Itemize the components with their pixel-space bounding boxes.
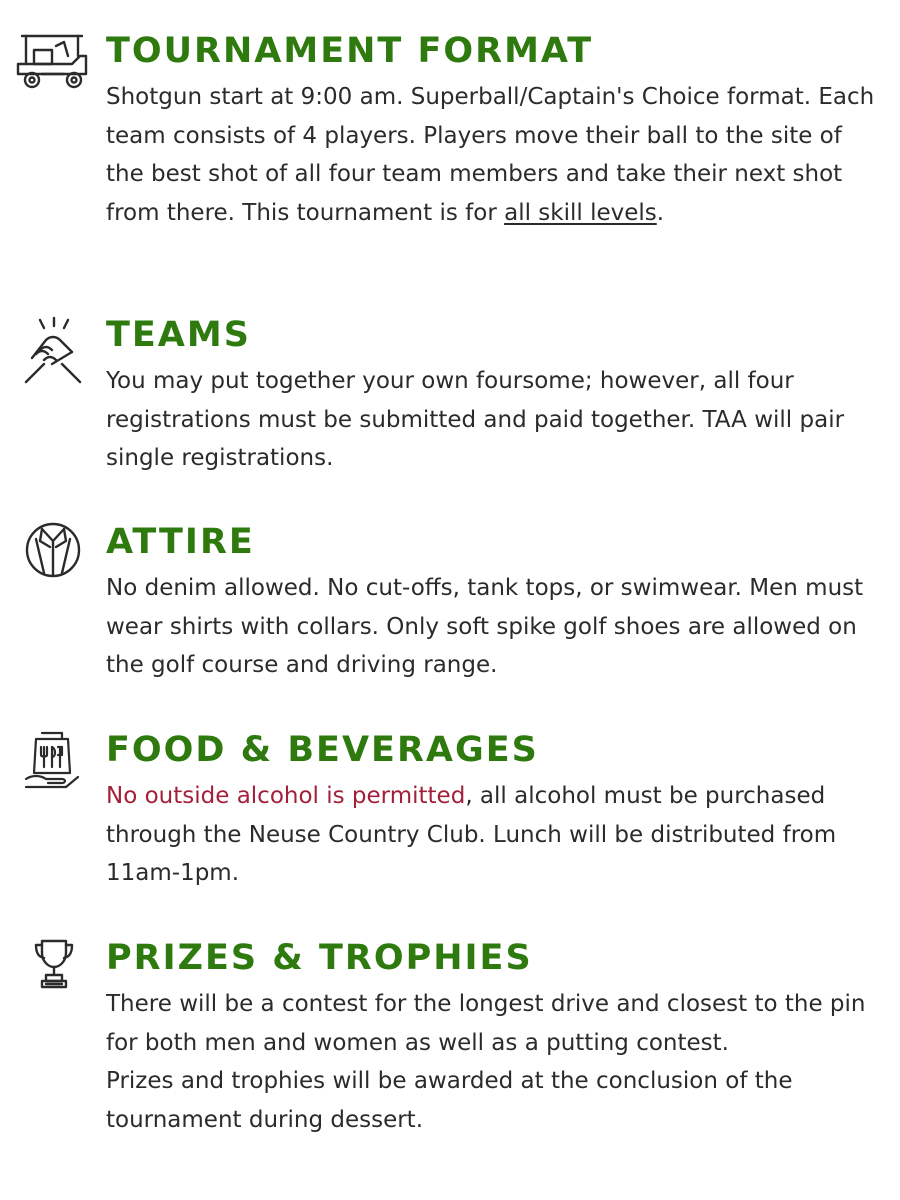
section-body (106, 362, 886, 478)
alcohol-warning: No outside alcohol is permitted (106, 783, 466, 809)
section-heading: ATTIRE (106, 522, 255, 562)
section-body (106, 78, 886, 232)
golf-cart-icon (12, 30, 94, 96)
section-heading: FOOD & BEVERAGES (106, 730, 539, 770)
collared-shirt-icon (24, 521, 82, 579)
section-paragraph: Prizes and trophies will be awarded at the conclusion of the tournament during dessert. (106, 1068, 793, 1133)
section-body (106, 569, 886, 685)
food-bag-icon (22, 729, 82, 789)
body-text-run: , all alcohol must be purchased through the Neuse Country Club. Lunch will be distributed from 11am-1pm. (106, 783, 837, 886)
trophy-icon (32, 937, 76, 991)
body-text-run: Shotgun start at 9:00 am. Superball/Captain's Choice format. Each team consists of 4 players. Players move their ball to the site of the best shot of all four team members and take their next shot from there. This tournament is for (106, 84, 875, 226)
section-body (106, 985, 886, 1139)
section-heading: TEAMS (106, 315, 251, 355)
section-paragraph: No denim allowed. No cut-offs, tank tops, or swimwear. Men must wear shirts with collars. Only soft spike golf shoes are allowed on the golf course and driving range. (106, 575, 864, 678)
body-text-run: . (656, 199, 665, 226)
section-paragraph: There will be a contest for the longest drive and closest to the pin for both men and women as well as a putting contest. (106, 991, 866, 1056)
section-heading: PRIZES & TROPHIES (106, 938, 533, 978)
section-paragraph: You may put together your own foursome; however, all four registrations must be submitted and paid together. TAA will pair single registrations. (106, 368, 845, 471)
section-body (106, 777, 886, 893)
section-paragraph (106, 78, 886, 232)
skill-levels-link: all skill levels (504, 199, 657, 226)
handshake-icon (18, 316, 88, 384)
section-heading: TOURNAMENT FORMAT (106, 31, 594, 71)
section-paragraph (106, 777, 886, 893)
